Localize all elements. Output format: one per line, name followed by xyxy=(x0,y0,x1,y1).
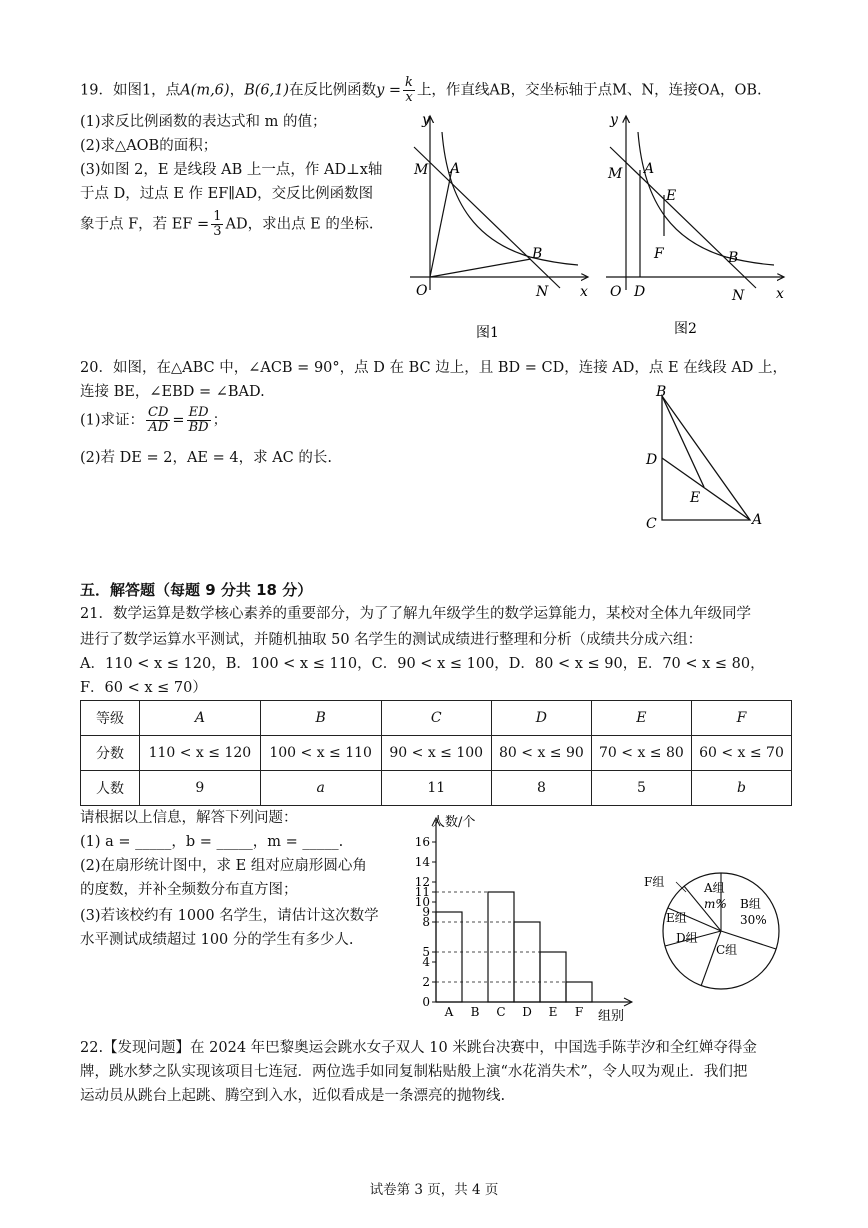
fig2-label-y: y xyxy=(610,112,618,128)
fig2-label-x: x xyxy=(776,286,784,302)
table-row xyxy=(81,701,792,736)
histogram-y-tick-label: 9 xyxy=(422,905,430,919)
q20-label-d: D xyxy=(646,452,658,468)
histogram-bar-C xyxy=(488,892,514,1002)
q20-part2: (2)若 DE = 2，AE = 4，求 AC 的长. xyxy=(80,450,332,466)
q22-line1: 22.【发现问题】在 2024 年巴黎奥运会跳水女子双人 10 米跳台决赛中，中国选手陈芋汐和全红婵夺得金 xyxy=(80,1040,757,1056)
page-footer: 试卷第 3 页，共 4 页 xyxy=(369,1182,499,1198)
pie-label-e: E组 xyxy=(666,911,687,925)
q21-line1: 21．数学运算是数学核心素养的重要部分，为了了解九年级学生的数学运算能力，某校对全体九年级同学 xyxy=(80,606,751,622)
table-cell: 人数 xyxy=(81,771,140,806)
q20-label-c: C xyxy=(646,516,657,532)
section-5-heading: 五．解答题（每题 9 分共 18 分） xyxy=(80,581,313,599)
table-cell: 60 < x ≤ 70 xyxy=(691,736,791,771)
pie-label-a-pct: m% xyxy=(704,897,727,911)
histogram-bar-E xyxy=(540,952,566,1002)
table-cell: 9 xyxy=(140,771,261,806)
q19-part3-line3: 象于点 F，若 EF = $\frac{1}{3}$ AD，求出点 E 的坐标. xyxy=(80,209,374,239)
q20-part1: (1)求证： $\frac{CD}{AD}$ = $\frac{ED}{BD}$ ； xyxy=(80,405,228,435)
q19-figure1 xyxy=(400,112,600,342)
q19-figure2 xyxy=(596,112,796,342)
table-cell: 110 < x ≤ 120 xyxy=(140,736,261,771)
q21-line3: A．110 < x ≤ 120，B．100 < x ≤ 110，C．90 < x ≤ 100，D．80 < x ≤ 90，E．70 < x ≤ 80， xyxy=(80,656,765,672)
q22-line2: 牌，跳水梦之队实现该项目七连冠．两位选手如同复制粘贴般上演“水花消失术”，令人叹为观止．我们把 xyxy=(80,1064,748,1080)
histogram-category-label: D xyxy=(522,1005,532,1019)
pie-label-a: A组 xyxy=(704,881,725,895)
histogram-category-label: C xyxy=(496,1005,506,1019)
histogram-category-label: B xyxy=(470,1005,480,1019)
histogram-category-label: A xyxy=(444,1005,454,1019)
fig1-label-a: A xyxy=(450,161,461,177)
q21-question2-line2: 的度数，并补全频数分布直方图； xyxy=(80,882,298,898)
table-cell: A xyxy=(140,701,261,736)
histogram-y-tick-label: 2 xyxy=(422,975,430,989)
q21-question2-line1: (2)在扇形统计图中，求 E 组对应扇形圆心角 xyxy=(80,858,367,874)
histogram-y-tick-label: 8 xyxy=(422,915,430,929)
fig1-label-n: N xyxy=(536,284,549,300)
q20-segment-ad xyxy=(662,458,750,520)
table-cell: F xyxy=(691,701,791,736)
pie-label-b-pct: 30% xyxy=(740,913,767,927)
q19-stem: 19．如图1，点A(m,6)，B(6,1)在反比例函数y = $\frac{k}{x}$ 上，作直线AB，交坐标轴于点M、N，连接OA，OB. xyxy=(80,75,762,105)
q21-question1: (1) a = _____，b = _____，m = _____. xyxy=(80,834,344,850)
pie-label-c: C组 xyxy=(716,943,738,957)
table-cell: E xyxy=(591,701,691,736)
histogram-y-tick-label: 16 xyxy=(414,835,430,849)
fig2-label-d: D xyxy=(634,284,646,300)
table-row xyxy=(81,771,792,806)
table-cell: 90 < x ≤ 100 xyxy=(381,736,491,771)
histogram-ylabel: 人数/个 xyxy=(432,815,476,830)
table-cell: 70 < x ≤ 80 xyxy=(591,736,691,771)
fig1-caption: 图1 xyxy=(476,325,499,341)
q21-grade-table xyxy=(80,700,792,806)
histogram-y-tick-label: 5 xyxy=(422,945,430,959)
pie-label-d: D组 xyxy=(676,931,698,945)
histogram-y-tick-label: 4 xyxy=(422,955,430,969)
q21-histogram xyxy=(398,812,638,1024)
histogram-bar-F xyxy=(566,982,592,1002)
table-row xyxy=(81,736,792,771)
q21-line4: F．60 < x ≤ 70） xyxy=(80,680,207,696)
q19-part2: (2)求△AOB的面积； xyxy=(80,138,218,154)
table-cell: D xyxy=(491,701,591,736)
histogram-bar-D xyxy=(514,922,540,1002)
table-cell: 5 xyxy=(591,771,691,806)
pie-label-b: B组 xyxy=(740,897,761,911)
histogram-category-label: E xyxy=(548,1005,558,1019)
histogram-y-tick-label: 11 xyxy=(414,885,430,899)
fig1-hyperbola xyxy=(442,132,578,265)
fig2-label-m: M xyxy=(608,166,623,182)
histogram-bar-A xyxy=(436,912,462,1002)
q20-figure xyxy=(640,384,770,534)
fig1-label-y: y xyxy=(422,112,430,128)
table-cell: C xyxy=(381,701,491,736)
fig2-label-a: A xyxy=(644,161,655,177)
fig2-label-n: N xyxy=(732,288,745,304)
table-cell: a xyxy=(260,771,381,806)
q22-line3: 运动员从跳台上起跳、腾空到入水，近似看成是一条漂亮的抛物线. xyxy=(80,1088,506,1104)
histogram-y-tick-label: 14 xyxy=(414,855,430,869)
fig1-segment-ob xyxy=(430,259,531,277)
fig1-label-m: M xyxy=(414,162,429,178)
fig2-label-o: O xyxy=(610,284,622,300)
fig2-label-f: F xyxy=(654,246,664,262)
q19-part1: (1)求反比例函数的表达式和 m 的值； xyxy=(80,114,327,130)
table-cell: 分数 xyxy=(81,736,140,771)
pie-label-f: F组 xyxy=(644,875,665,889)
table-cell: 11 xyxy=(381,771,491,806)
fig1-label-x: x xyxy=(580,284,588,300)
table-cell: b xyxy=(691,771,791,806)
q20-label-a: A xyxy=(752,512,763,528)
histogram-xlabel: 组别 xyxy=(598,1009,625,1024)
fig2-label-b: B xyxy=(728,250,739,266)
table-cell: 8 xyxy=(491,771,591,806)
fig1-label-o: O xyxy=(416,283,428,299)
pie-slice-boundary xyxy=(701,931,721,986)
histogram-y-tick-label: 0 xyxy=(422,995,430,1009)
q21-question3-line1: (3)若该校约有 1000 名学生，请估计这次数学 xyxy=(80,908,379,924)
fig1-segment-oa xyxy=(430,169,452,277)
q21-question3-line2: 水平测试成绩超过 100 分的学生有多少人. xyxy=(80,932,354,948)
q20-triangle-abc xyxy=(662,396,750,520)
q19-part3-line1: (3)如图 2，E 是线段 AB 上一点，作 AD⊥x轴 xyxy=(80,162,383,178)
fig1-label-b: B xyxy=(532,246,543,262)
q21-questions-intro: 请根据以上信息，解答下列问题： xyxy=(80,810,298,826)
table-cell: 80 < x ≤ 90 xyxy=(491,736,591,771)
fig2-label-e: E xyxy=(666,188,677,204)
q20-line1: 20．如图，在△ABC 中，∠ACB = 90°，点 D 在 BC 边上，且 BD = CD，连接 AD，点 E 在线段 AD 上， xyxy=(80,360,788,376)
histogram-y-tick-label: 12 xyxy=(414,875,430,889)
table-cell: B xyxy=(260,701,381,736)
q21-line2: 进行了数学运算水平测试，并随机抽取 50 名学生的测试成绩进行整理和分析（成绩共分成六组： xyxy=(80,632,703,648)
q20-line2: 连接 BE，∠EBD = ∠BAD. xyxy=(80,384,265,400)
q20-label-b: B xyxy=(656,384,667,400)
fig2-caption: 图2 xyxy=(674,321,697,337)
histogram-y-tick-label: 10 xyxy=(414,895,430,909)
histogram-category-label: F xyxy=(574,1005,584,1019)
q20-label-e: E xyxy=(690,490,701,506)
table-cell: 等级 xyxy=(81,701,140,736)
q21-pie-chart xyxy=(636,856,796,1006)
q19-part3-line2: 于点 D，过点 E 作 EF∥AD，交反比例函数图 xyxy=(80,186,374,202)
fig2-line-ab xyxy=(610,147,756,288)
table-cell: 100 < x ≤ 110 xyxy=(260,736,381,771)
